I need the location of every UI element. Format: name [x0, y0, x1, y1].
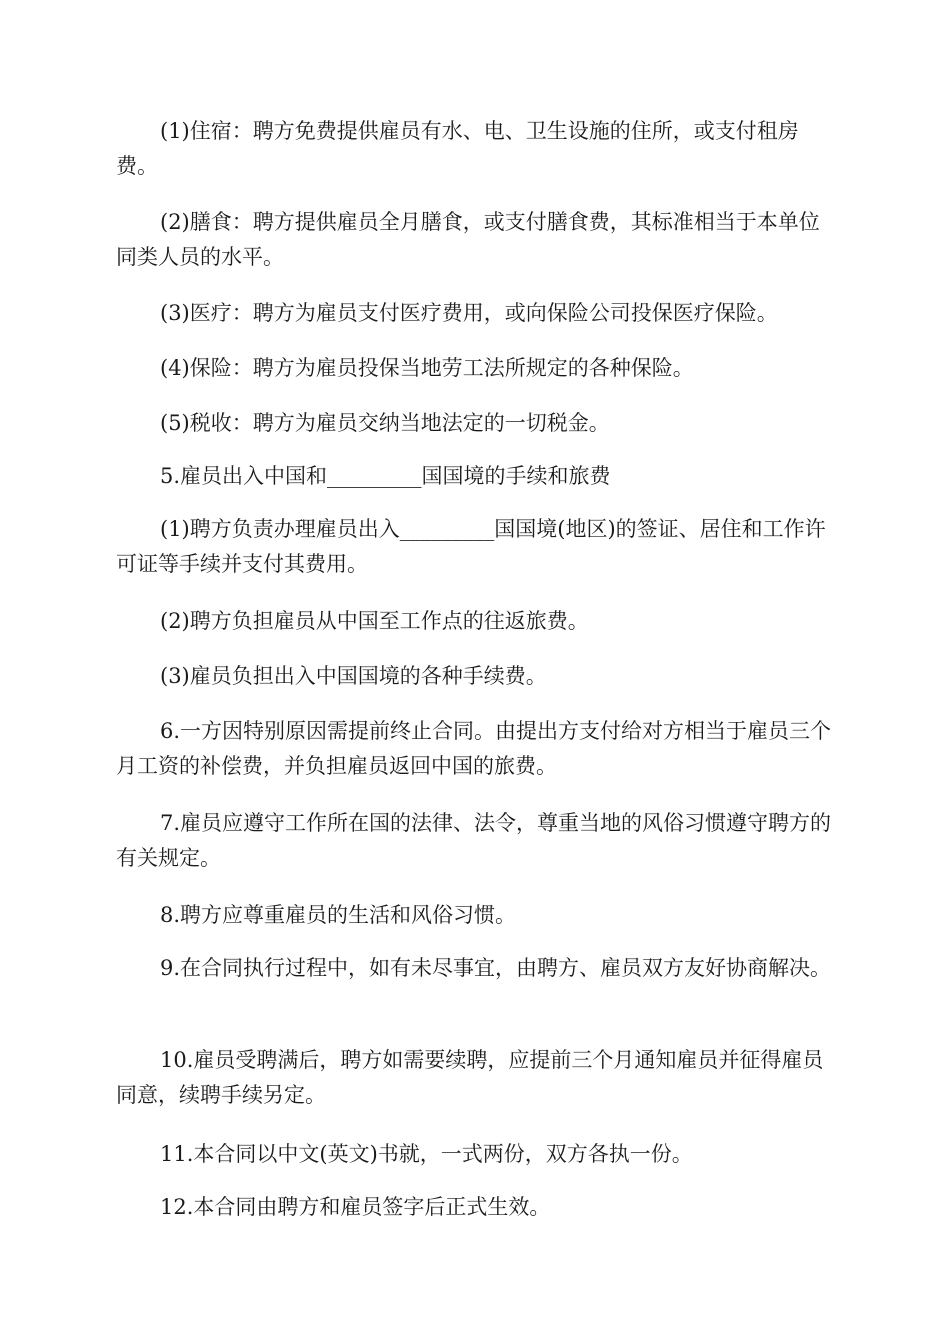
clause-tax: (5)税收：聘方为雇员交纳当地法定的一切税金。: [160, 411, 610, 435]
clause-housing: (1)住宿：聘方免费提供雇员有水、电、卫生设施的住所，或支付租房费。: [116, 119, 799, 178]
clause-5-3: (3)雇员负担出入中国国境的各种手续费。: [160, 664, 547, 688]
clause-9: 9.在合同执行过程中，如有未尽事宜，由聘方、雇员双方友好协商解决。: [160, 956, 832, 980]
clause-8: 8.聘方应尊重雇员的生活和风俗习惯。: [160, 903, 517, 927]
clause-insurance: (4)保险：聘方为雇员投保当地劳工法所规定的各种保险。: [160, 356, 694, 380]
clause-medical: (3)医疗：聘方为雇员支付医疗费用，或向保险公司投保医疗保险。: [160, 301, 778, 325]
clause-5-1: (1)聘方负责办理雇员出入_________国国境(地区)的签证、居住和工作许可证等手续并支付其费用。: [116, 517, 826, 576]
clause-6: 6.一方因特别原因需提前终止合同。由提出方支付给对方相当于雇员三个月工资的补偿费，并负担雇员返回中国的旅费。: [116, 719, 832, 778]
clause-7: 7.雇员应遵守工作所在国的法律、法令，尊重当地的风俗习惯遵守聘方的有关规定。: [116, 811, 832, 870]
clause-5-heading: 5.雇员出入中国和_________国国境的手续和旅费: [160, 464, 611, 488]
clause-10: 10.雇员受聘满后，聘方如需要续聘，应提前三个月通知雇员并征得雇员同意，续聘手续另定。: [116, 1048, 824, 1107]
clause-meals: (2)膳食：聘方提供雇员全月膳食，或支付膳食费，其标准相当于本单位同类人员的水平。: [116, 210, 820, 269]
clause-11: 11.本合同以中文(英文)书就，一式两份，双方各执一份。: [160, 1142, 693, 1166]
clause-5-2: (2)聘方负担雇员从中国至工作点的往返旅费。: [160, 609, 589, 633]
clause-12: 12.本合同由聘方和雇员签字后正式生效。: [160, 1195, 551, 1219]
